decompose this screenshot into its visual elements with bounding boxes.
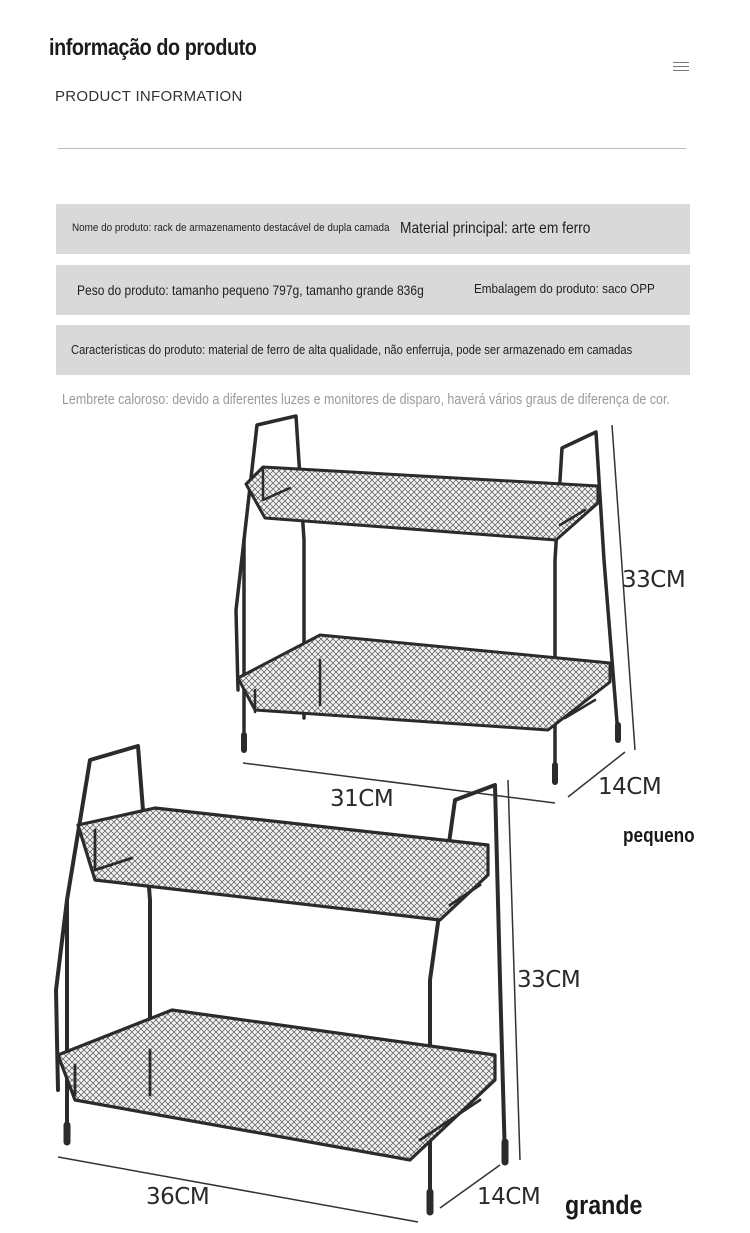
large-rack-width: 36CM bbox=[146, 1184, 210, 1210]
large-rack-label: grande bbox=[565, 1190, 643, 1220]
product-name: Nome do produto: rack de armazenamento destacável de dupla camada bbox=[72, 222, 390, 234]
small-rack-label: pequeno bbox=[623, 825, 695, 847]
page-title: informação do produto bbox=[49, 34, 257, 60]
large-rack-height: 33CM bbox=[517, 967, 581, 993]
large-rack bbox=[56, 746, 505, 1212]
large-rack-depth: 14CM bbox=[477, 1184, 541, 1210]
small-rack bbox=[236, 416, 618, 782]
page-subtitle: PRODUCT INFORMATION bbox=[55, 88, 243, 105]
color-note: Lembrete caloroso: devido a diferentes luzes e monitores de disparo, haverá vários graus de diferença de cor. bbox=[62, 392, 670, 408]
small-rack-height: 33CM bbox=[622, 567, 686, 593]
product-features: Características do produto: material de ferro de alta qualidade, não enferruja, pode ser armazenado em camadas bbox=[71, 342, 633, 357]
product-packaging: Embalagem do produto: saco OPP bbox=[474, 281, 655, 296]
small-rack-depth: 14CM bbox=[598, 774, 662, 800]
product-material: Material principal: arte em ferro bbox=[400, 220, 591, 237]
product-weight: Peso do produto: tamanho pequeno 797g, tamanho grande 836g bbox=[77, 282, 424, 298]
small-rack-width: 31CM bbox=[330, 786, 394, 812]
